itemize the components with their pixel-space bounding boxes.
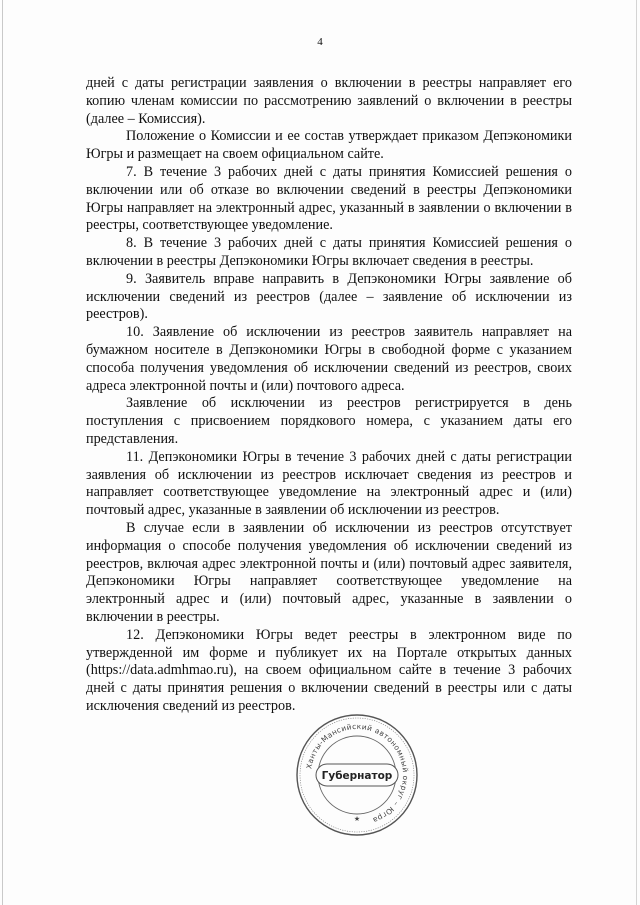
page-number: 4 bbox=[317, 36, 323, 48]
stamp-seal-graphic bbox=[294, 712, 420, 838]
stamp-ring-text: Ханты-Мансийский автономный округ – Югра bbox=[304, 721, 411, 826]
paragraph-registration: Заявление об исключении из реестров регистрируется в день поступления с присвоением порядкового номера, с указанием даты его представления. bbox=[86, 395, 572, 447]
paragraph-item-12: 12. Депэкономики Югры ведет реестры в электронном виде по утвержденной им форме и публикует их на Портале открытых данных (https://data.admhmao.ru), на своем официальном сайте в течение 3 рабочих дней с даты принятия решения о включении сведений в реестры или с даты исключения сведений из реестров. bbox=[86, 626, 572, 714]
scan-edge-right bbox=[636, 0, 637, 905]
document-body bbox=[86, 75, 572, 716]
paragraph-item-10: 10. Заявление об исключении из реестров заявитель направляет на бумажном носителе в Депэкономики Югры в свободной форме с указанием способа получения уведомления об исключении сведений из реестров, своих адреса электронной почты и (или) почтового адреса. bbox=[86, 324, 572, 394]
paragraph-continuation: дней с даты регистрации заявления о включении в реестры направляет его копию членам комиссии по рассмотрению заявлений о включении в реестры (далее – Комиссия). bbox=[86, 75, 572, 127]
governor-stamp bbox=[294, 712, 420, 838]
paragraph-item-9: 9. Заявитель вправе направить в Депэкономики Югры заявление об исключении сведений из реестров (далее – заявление об исключении из реестров). bbox=[86, 270, 572, 323]
paragraph-item-7: 7. В течение 3 рабочих дней с даты принятия Комиссией решения о включении или об отказе во включении сведений в реестры Депэкономики Югры направляет на электронный адрес, указанный в заявлении о включении в реестры, соответствующее уведомление. bbox=[86, 163, 572, 234]
paragraph-missing-info: В случае если в заявлении об исключении из реестров отсутствует информация о способе получения уведомления об исключении сведений из реестров, включая адрес электронной почты и (или) почтовый адрес заявителя, Депэкономики Югры направляет соответствующее уведомление на электронный адрес и (или) почтовый адрес, указанные в заявлении о включении в реестры. bbox=[86, 519, 572, 625]
paragraph-commission-regulation: Положение о Комиссии и ее состав утверждает приказом Депэкономики Югры и размещает на своем официальном сайте. bbox=[86, 128, 572, 163]
paragraph-item-11: 11. Депэкономики Югры в течение 3 рабочих дней с даты регистрации заявления об исключении из реестров исключает сведения из реестров и направляет соответствующее уведомление на электронный адрес и (или) почтовый адрес, указанные в заявлении об исключении из реестров. bbox=[86, 448, 572, 519]
paragraph-item-8: 8. В течение 3 рабочих дней с даты принятия Комиссией решения о включении в реестры Депэкономики Югры включает сведения в реестры. bbox=[86, 235, 572, 269]
stamp-center-label: Губернатор bbox=[321, 770, 393, 782]
scan-edge-left bbox=[2, 0, 3, 905]
stamp-star-icon: ★ bbox=[353, 815, 361, 823]
